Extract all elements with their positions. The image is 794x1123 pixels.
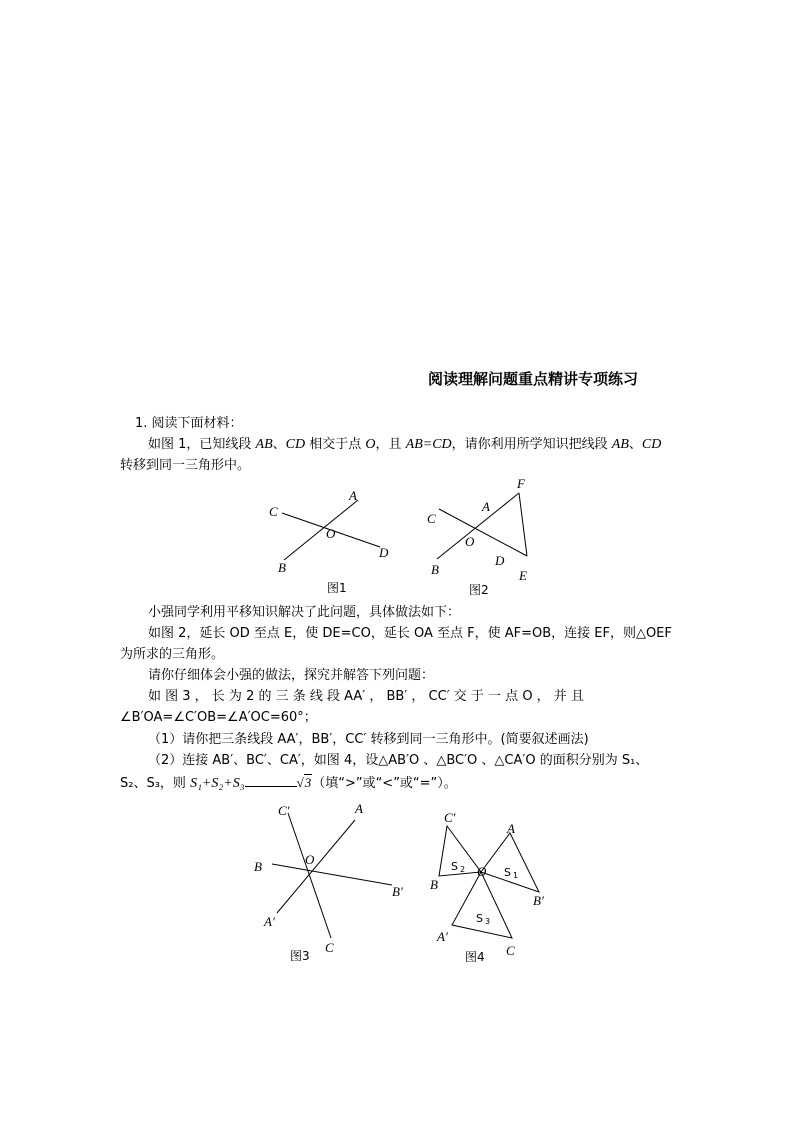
- problem-statement-cont: ∠B′OA=∠C′OB=∠A′OC=60°；: [120, 710, 317, 725]
- label-c: C: [325, 940, 334, 955]
- figure-2: [425, 476, 555, 601]
- label-b: B: [254, 859, 262, 874]
- label-a: A: [355, 801, 363, 816]
- segment-ce-line: [439, 509, 527, 556]
- label-c: C: [506, 943, 515, 958]
- figure-1: [260, 485, 400, 600]
- text: 、: [628, 437, 642, 452]
- label-s3: S: [476, 912, 483, 925]
- triangle-s1: [481, 833, 539, 892]
- sub-question-2: （2）连接 AB′、BC′、CA′，如图 4，设△AB′O 、△BC′O 、△CA′O 的面积分别为 S₁、: [148, 753, 649, 768]
- label-e: E: [519, 568, 527, 583]
- label-s2-sub: 2: [460, 865, 466, 874]
- sub-question-1: （1）请你把三条线段 AA′，BB′，CC′ 转移到同一三角形中。(简要叙述画法): [148, 732, 589, 747]
- label-b: B: [278, 560, 286, 575]
- label-b-prime: B′: [392, 884, 403, 899]
- segment-cd: CD: [285, 437, 306, 452]
- label-b: B: [431, 562, 439, 577]
- figure-2-caption: 图2: [469, 583, 489, 597]
- problem-statement: 如 图 3 ， 长 为 2 的 三 条 线 段 AA′ ， BB′ ， CC′ 交 于 一 点 O ， 并 且: [148, 689, 584, 704]
- radicand: 3: [304, 775, 312, 790]
- equation-ab-cd: AB=CD: [405, 437, 452, 452]
- label-o: O: [326, 526, 336, 541]
- label-a: A: [349, 488, 357, 503]
- text: S₂、S₃，则: [120, 776, 191, 791]
- label-s3-sub: 3: [485, 917, 491, 926]
- material-paragraph-1: [148, 436, 661, 454]
- question-number-line: 1. 阅读下面材料：: [135, 416, 243, 431]
- label-c-prime: C′: [444, 810, 456, 825]
- point-o: O: [365, 437, 376, 452]
- segment-cd: CD: [641, 437, 662, 452]
- label-b: B: [430, 877, 438, 892]
- figure-4-caption: 图4: [465, 950, 485, 964]
- text: ，请你利用所学知识把线段: [451, 437, 612, 452]
- segment-bf-line: [437, 493, 519, 559]
- text: 、: [272, 437, 286, 452]
- material-paragraph-3: 如图 2，延长 OD 至点 E，使 DE=CO，延长 OA 至点 F，使 AF=OB，连接 EF，则△OEF: [148, 626, 672, 641]
- figure-4: [425, 808, 565, 968]
- label-a-prime: A′: [437, 929, 448, 944]
- label-a: A: [482, 499, 490, 514]
- text: 相交于点: [305, 437, 366, 452]
- segment-cc-line: [288, 813, 331, 938]
- label-b-prime: B′: [533, 893, 544, 908]
- figure-3-caption: 图3: [290, 949, 310, 963]
- text: ，且: [375, 437, 406, 452]
- figure-3: [250, 798, 420, 968]
- label-o: O: [465, 534, 475, 549]
- material-paragraph-2: 小强同学利用平移知识解决了此问题，具体做法如下：: [148, 605, 461, 620]
- label-s1: S: [504, 866, 511, 879]
- label-f: F: [517, 476, 525, 491]
- segment-ab: AB: [611, 437, 629, 452]
- label-o: O: [477, 864, 487, 879]
- label-d: D: [495, 553, 505, 568]
- area-sum-expression: S₁+S₂+S₃: [190, 776, 245, 791]
- triangle-s3: [452, 872, 512, 938]
- sub-question-2-cont: [120, 774, 457, 793]
- label-s2: S: [451, 860, 458, 873]
- label-c: C: [427, 511, 436, 526]
- label-s1-sub: 1: [513, 871, 519, 880]
- label-a: A: [507, 821, 515, 836]
- material-paragraph-1-cont: 转移到同一三角形中。: [120, 458, 251, 473]
- text: 如图 1，已知线段: [148, 437, 256, 452]
- answer-blank[interactable]: [245, 774, 297, 787]
- segment-bb-line: [272, 864, 392, 885]
- segment-ab: AB: [255, 437, 273, 452]
- text: （填“>”或“<”或“=”）。: [312, 776, 457, 791]
- figure-1-caption: 图1: [327, 581, 347, 595]
- material-paragraph-3-cont: 为所求的三角形。: [120, 647, 225, 662]
- label-o: O: [305, 852, 315, 867]
- segment-ef-line: [519, 493, 527, 556]
- page-title: 阅读理解问题重点精讲专项练习: [428, 370, 639, 388]
- instruction-paragraph: 请你仔细体会小强的做法，探究并解答下列问题：: [148, 668, 435, 683]
- sqrt-expression: √3: [296, 775, 312, 790]
- label-c: C: [269, 504, 278, 519]
- label-c-prime: C′: [278, 803, 290, 818]
- segment-ab-line: [284, 500, 358, 560]
- label-d: D: [379, 545, 389, 560]
- label-a-prime: A′: [264, 914, 275, 929]
